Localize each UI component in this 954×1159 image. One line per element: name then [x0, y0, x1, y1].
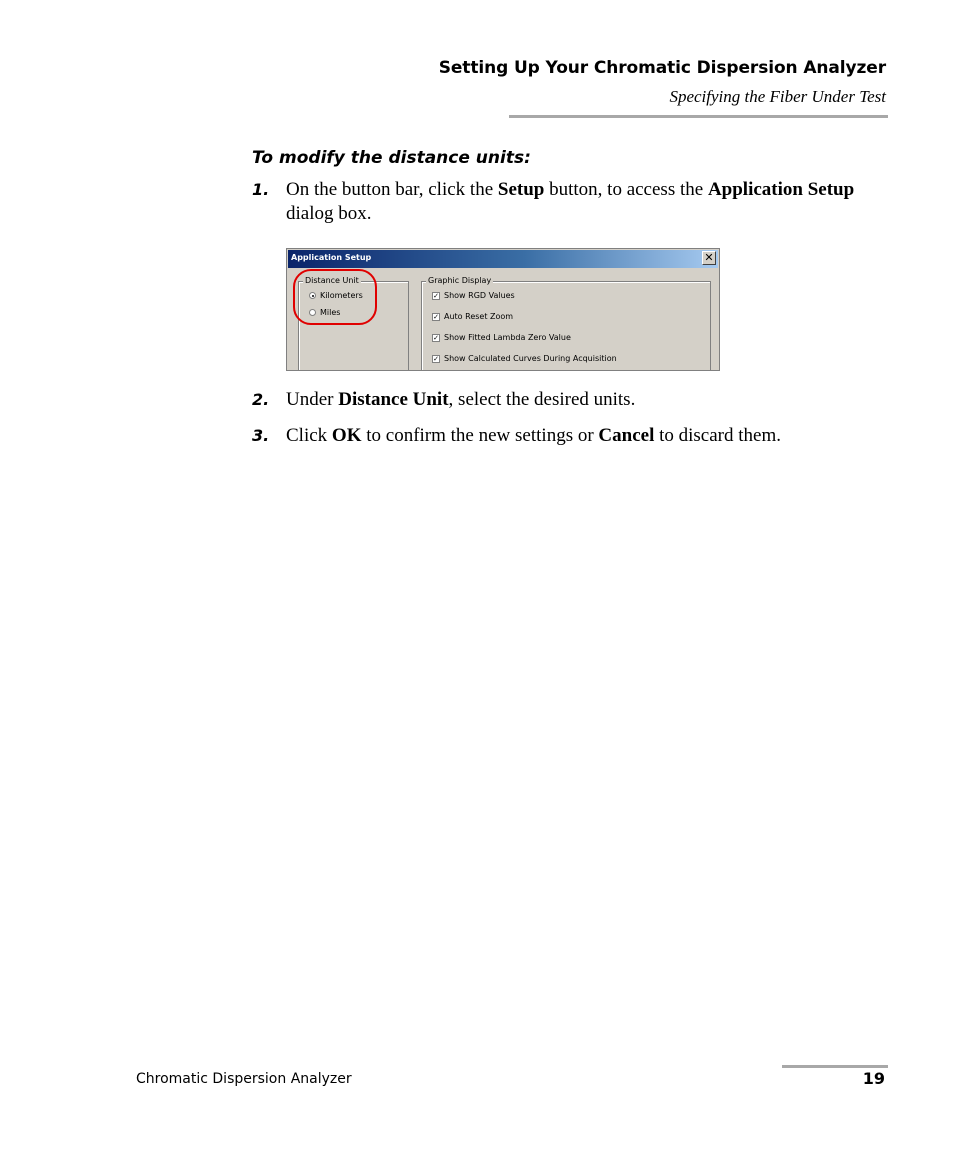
step-number: 3. — [252, 426, 270, 445]
header-rule — [509, 115, 888, 118]
checkbox-label: Show Fitted Lambda Zero Value — [444, 333, 571, 342]
checkbox-label: Show RGD Values — [444, 291, 515, 300]
setup-button-term: Setup — [497, 179, 545, 200]
show-fitted-lambda-zero-checkbox[interactable] — [432, 333, 571, 342]
application-setup-term: Application Setup — [707, 179, 855, 200]
step-text — [286, 178, 876, 226]
step-text-part: dialog box. — [286, 203, 372, 224]
step-number: 2. — [252, 390, 270, 409]
highlight-circle — [293, 269, 377, 325]
step-text — [286, 424, 876, 448]
step-text-part: button, to access the — [544, 179, 708, 200]
checkbox-checked-icon: ✓ — [433, 291, 439, 300]
radio-label: Miles — [320, 308, 341, 317]
dialog-title: Application Setup — [291, 253, 372, 262]
step-text-part: to confirm the new settings or — [361, 425, 599, 446]
step-text-part: Click — [286, 425, 332, 446]
graphic-display-label: Graphic Display — [428, 276, 492, 285]
footer-doc-title: Chromatic Dispersion Analyzer — [136, 1071, 352, 1087]
running-header-title: Setting Up Your Chromatic Dispersion Analyzer — [438, 58, 886, 78]
step-text-part: , select the desired units. — [448, 389, 636, 410]
distance-unit-label: Distance Unit — [305, 276, 359, 285]
step-number: 1. — [252, 180, 270, 199]
graphic-display-group — [421, 276, 711, 371]
step-text-part: On the button bar, click the — [286, 179, 498, 200]
running-header-subtitle: Specifying the Fiber Under Test — [669, 87, 886, 106]
dialog-titlebar — [288, 250, 718, 268]
procedure-heading: To modify the distance units: — [252, 148, 531, 168]
close-icon[interactable]: ✕ — [702, 251, 716, 265]
cancel-term: Cancel — [598, 425, 655, 446]
checkbox-label: Show Calculated Curves During Acquisition — [444, 354, 617, 363]
step-2 — [252, 388, 877, 414]
checkbox-label: Auto Reset Zoom — [444, 312, 514, 321]
auto-reset-zoom-checkbox[interactable] — [432, 312, 513, 321]
application-setup-dialog-screenshot — [286, 248, 720, 371]
checkbox-checked-icon: ✓ — [433, 354, 439, 363]
show-rgd-values-checkbox[interactable] — [432, 291, 515, 300]
distance-unit-term: Distance Unit — [338, 389, 449, 410]
ok-term: OK — [331, 425, 362, 446]
footer-rule — [782, 1065, 888, 1068]
step-1 — [252, 178, 877, 228]
checkbox-checked-icon: ✓ — [433, 312, 439, 321]
page-number: 19 — [862, 1069, 885, 1088]
radio-label: Kilometers — [320, 291, 363, 300]
step-text — [286, 388, 876, 412]
step-text-part: Under — [286, 389, 339, 410]
step-3 — [252, 424, 877, 450]
step-text-part: to discard them. — [654, 425, 781, 446]
checkbox-checked-icon: ✓ — [433, 333, 439, 342]
show-calculated-curves-checkbox[interactable] — [432, 354, 617, 363]
